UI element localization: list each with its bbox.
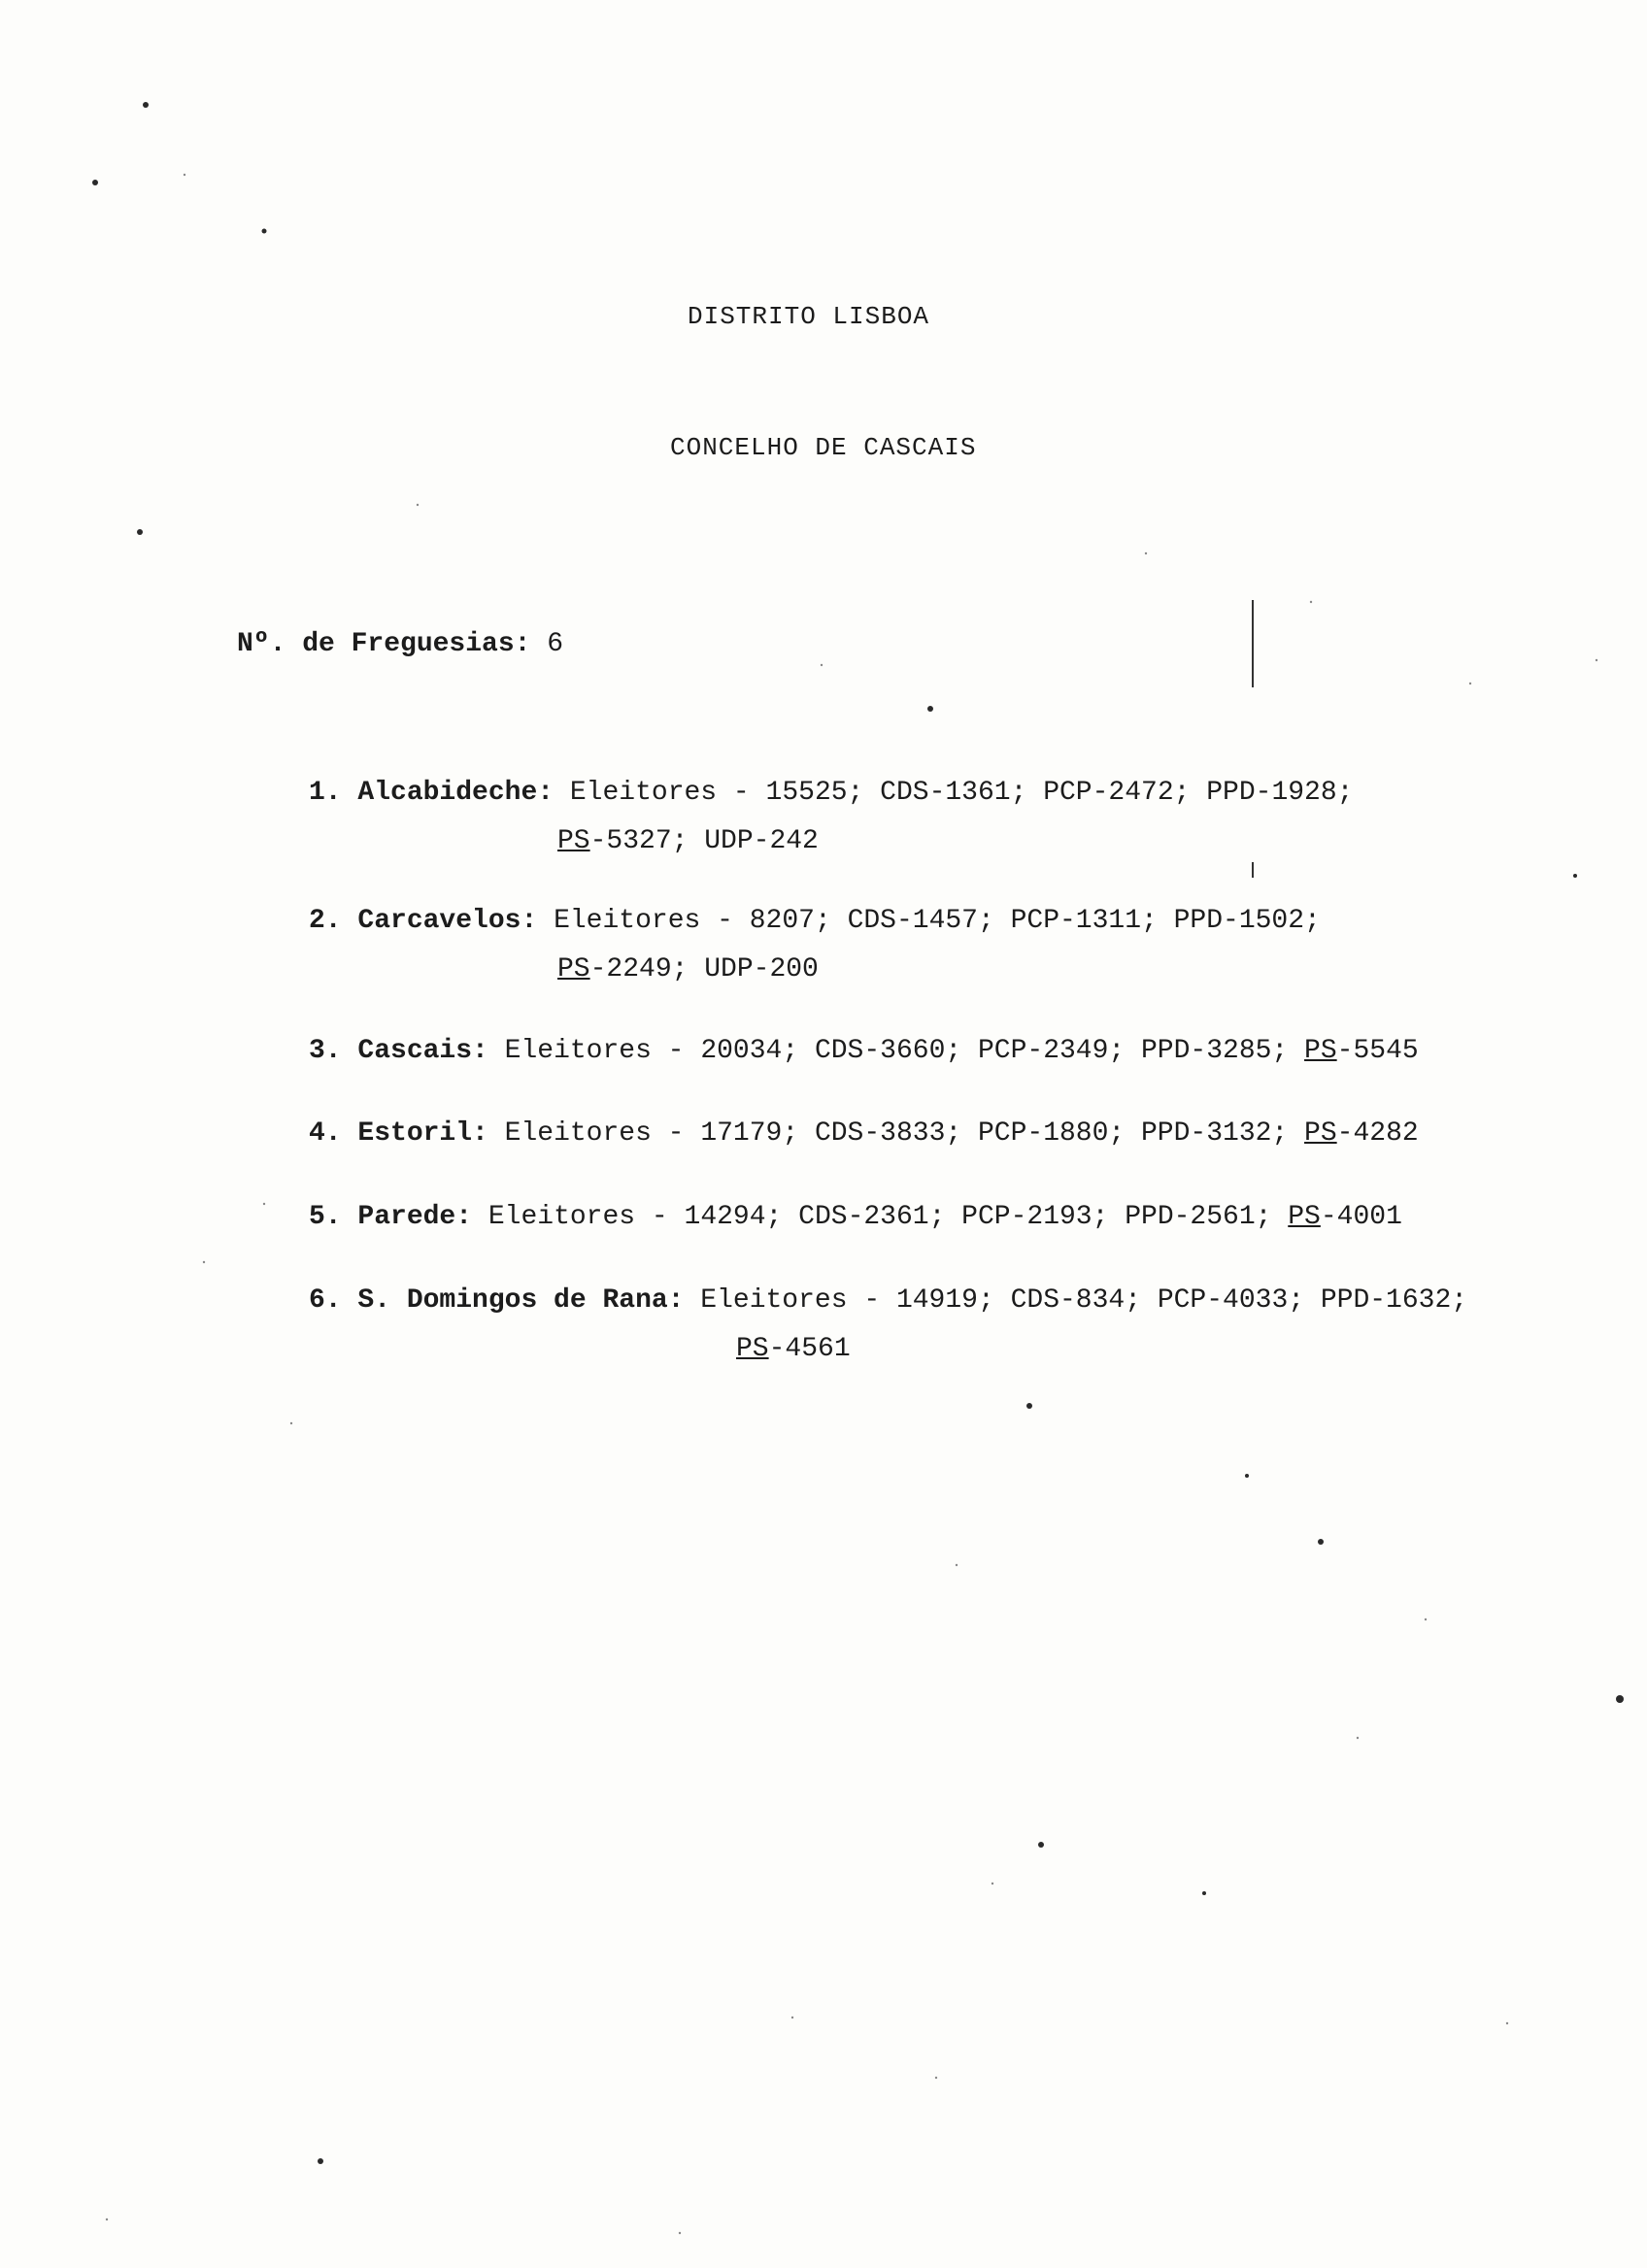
parish-count-value: 6 [547,629,564,659]
ps-label: PS [557,954,590,984]
ps-label: PS [1288,1202,1321,1232]
parish-entry [309,1027,1419,1076]
voters-label: Eleitores - [569,778,750,808]
parish-number: 1. [309,778,342,808]
parish-number: 3. [309,1036,342,1066]
voters-label: Eleitores - [700,1285,881,1316]
party-results: CDS-834; PCP-4033; PPD-1632; [1010,1285,1468,1316]
parish-count [237,629,563,659]
parish-count-label: Nº. de Freguesias: [237,629,531,659]
parish-name: Parede: [357,1202,473,1232]
parish-entry [309,769,1353,866]
parish-entry [309,897,1321,994]
parish-entry [309,1277,1467,1374]
parish-name: Cascais: [357,1036,488,1066]
parish-number: 2. [309,906,342,936]
voters-count: 20034; [700,1036,799,1066]
ps-label: PS [557,826,590,856]
voters-count: 15525; [765,778,864,808]
voters-label: Eleitores - [504,1036,685,1066]
parish-name: Alcabideche: [357,778,555,808]
ps-result: -4001 [1320,1202,1402,1232]
ps-label: PS [1304,1036,1337,1066]
parish-name: Carcavelos: [357,906,538,936]
parish-number: 6. [309,1285,342,1316]
parish-number: 4. [309,1118,342,1149]
voters-label: Eleitores - [487,1202,668,1232]
ps-result: -4561 [768,1334,851,1364]
party-results: CDS-3833; PCP-1880; PPD-3132; [814,1118,1289,1149]
party-results: CDS-1457; PCP-1311; PPD-1502; [847,906,1321,936]
ps-result: -5327; UDP-242 [589,826,819,856]
voters-count: 17179; [700,1118,799,1149]
district-heading: DISTRITO LISBOA [688,302,930,331]
parish-entry [309,1110,1419,1158]
voters-count: 14919; [895,1285,994,1316]
continuation-line [309,817,1353,866]
party-results: CDS-2361; PCP-2193; PPD-2561; [798,1202,1272,1232]
ps-label: PS [736,1334,769,1364]
parish-number: 5. [309,1202,342,1232]
continuation-line [309,946,1321,994]
continuation-line [309,1325,1467,1374]
council-heading: CONCELHO DE CASCAIS [670,433,977,462]
party-results: CDS-1361; PCP-2472; PPD-1928; [880,778,1354,808]
voters-count: 8207; [749,906,831,936]
voters-label: Eleitores - [504,1118,685,1149]
ps-result: -5545 [1336,1036,1419,1066]
ps-result: -4282 [1336,1118,1419,1149]
voters-count: 14294; [684,1202,783,1232]
parish-name: Estoril: [357,1118,488,1149]
ps-result: -2249; UDP-200 [589,954,819,984]
ps-label: PS [1304,1118,1337,1149]
voters-label: Eleitores - [554,906,733,936]
parish-entry [309,1193,1402,1242]
party-results: CDS-3660; PCP-2349; PPD-3285; [814,1036,1289,1066]
parish-name: S. Domingos de Rana: [357,1285,685,1316]
